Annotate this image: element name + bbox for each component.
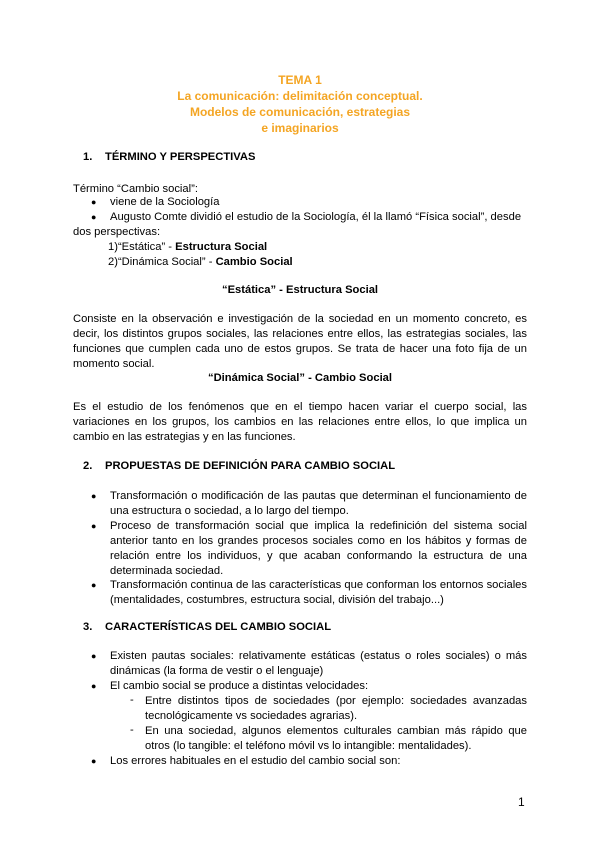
bullet-icon: ● <box>91 651 97 661</box>
perspective-dynamic-term: Cambio Social <box>215 256 293 268</box>
paragraph-line: dinámicas (la forma de vestir o el lenguaje) <box>110 665 324 677</box>
section2-title: PROPUESTAS DE DEFINICIÓN PARA CAMBIO SOCIAL <box>105 460 396 472</box>
section2-number: 2. <box>83 460 93 472</box>
paragraph-line: otros (lo tangible: el teléfono móvil vs lo intangible: mentalidades). <box>145 740 472 752</box>
section1-heading <box>83 151 255 163</box>
section3-heading <box>83 621 331 633</box>
doc-title-line1: La comunicación: delimitación conceptual. <box>177 89 423 103</box>
section1-number: 1. <box>83 151 93 163</box>
paragraph-line: Transformación continua de las características que conforman los entornos sociales <box>110 579 527 591</box>
page-number: 1 <box>518 795 525 809</box>
paragraph-line: Es el estudio de los fenómenos que en el tiempo hacen variar el cuerpo social, las <box>73 401 527 413</box>
paragraph-line: Existen pautas sociales: relativamente estáticas (estatus o roles sociales) o más <box>110 650 527 662</box>
paragraph-line: determinada sociedad. <box>110 565 224 577</box>
paragraph-line: una estructura o sociedad, a lo largo del tiempo. <box>110 505 349 517</box>
s3-bullet2: El cambio social se produce a distintas velocidades: <box>110 680 369 692</box>
paragraph-line: funciones que cumplen cada uno de estos grupos. Se trata de hacer una foto fija de un <box>73 343 527 355</box>
dash-icon: - <box>130 694 134 706</box>
bullet-icon: ● <box>91 491 97 501</box>
perspective-static <box>108 240 267 255</box>
paragraph-line: decir, los distintos grupos sociales, las relaciones entre ellos, las estrategias sociales, las <box>73 328 527 340</box>
s1-bullet2-line1: Augusto Comte dividió el estudio de la Sociología, él la llamó “Física social”, desde <box>110 211 522 223</box>
perspective-dynamic-label: 2)“Dinámica Social” - <box>108 256 216 268</box>
s2-bullet2 <box>110 519 527 579</box>
paragraph-line: Transformación o modificación de las pautas que determinan el funcionamiento de <box>110 490 527 502</box>
paragraph-line: Proceso de transformación social que implica la redefinición del sistema social <box>110 520 527 532</box>
dash-icon: - <box>130 724 134 736</box>
paragraph-line: variaciones en los grupos, los cambios en las relaciones entre ellos, lo que implica un <box>73 416 527 428</box>
s3-bullet1 <box>110 649 527 679</box>
paragraph-line: anterior tanto en los grandes procesos sociales como en los hábitos y formas de <box>110 535 527 547</box>
bullet-icon: ● <box>91 197 97 207</box>
perspective-static-label: 1)“Estática” - <box>108 241 176 253</box>
paragraph-line: tecnológicamente vs sociedades agrarias). <box>145 710 358 722</box>
s3-dash1 <box>145 694 527 724</box>
s2-bullet1 <box>110 489 527 519</box>
doc-title-line3: e imaginarios <box>261 121 339 135</box>
doc-title-tema: TEMA 1 <box>278 73 322 87</box>
paragraph-line: Consiste en la observación e investigación de la sociedad en un momento concreto, es <box>73 313 527 325</box>
bullet-icon: ● <box>91 212 97 222</box>
paragraph-line: En una sociedad, algunos elementos culturales cambian más rápido que <box>145 725 527 737</box>
paragraph-dynamic <box>73 400 527 445</box>
subheading-static: “Estática” - Estructura Social <box>221 284 379 296</box>
paragraph-static <box>73 312 527 372</box>
s1-bullet1: viene de la Sociología <box>110 196 220 208</box>
section1-title: TÉRMINO Y PERSPECTIVAS <box>105 151 256 163</box>
bullet-icon: ● <box>91 580 97 590</box>
paragraph-line: Entre distintos tipos de sociedades (por ejemplo: sociedades avanzadas <box>145 695 527 707</box>
section1-intro: Término “Cambio social”: <box>73 183 198 195</box>
section2-heading <box>83 460 395 472</box>
bullet-icon: ● <box>91 521 97 531</box>
s3-dash2 <box>145 724 527 754</box>
section3-number: 3. <box>83 621 93 633</box>
doc-title-line2: Modelos de comunicación, estrategias <box>189 105 411 119</box>
paragraph-line: relación entre los individuos, y que acaban conformando la estructura de una <box>110 550 527 562</box>
s1-bullet2-line2: dos perspectivas: <box>73 226 161 238</box>
section3-title: CARACTERÍSTICAS DEL CAMBIO SOCIAL <box>105 621 332 633</box>
paragraph-line: cambio en las estrategias y en las funciones. <box>73 431 296 443</box>
paragraph-line: momento social. <box>73 358 155 370</box>
subheading-dynamic: “Dinámica Social” - Cambio Social <box>207 372 393 384</box>
perspective-dynamic <box>108 255 293 270</box>
bullet-icon: ● <box>91 681 97 691</box>
s2-bullet3 <box>110 578 527 608</box>
bullet-icon: ● <box>91 756 97 766</box>
perspective-static-term: Estructura Social <box>175 241 268 253</box>
s3-bullet3: Los errores habituales en el estudio del cambio social son: <box>110 755 401 767</box>
paragraph-line: (mentalidades, costumbres, estructura social, división del trabajo...) <box>110 594 444 606</box>
